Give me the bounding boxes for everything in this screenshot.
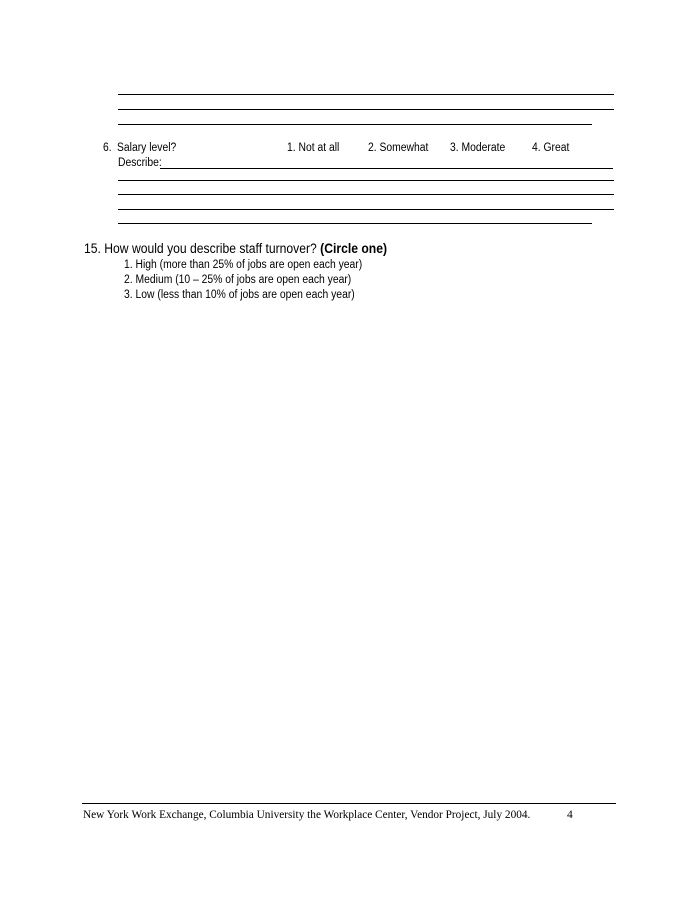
- describe-line: [160, 168, 613, 169]
- rating-option-moderate: 3. Moderate: [450, 142, 506, 154]
- answer-line: [118, 194, 614, 195]
- answer-line: [118, 124, 592, 125]
- answer-line: [118, 180, 614, 181]
- rating-option-somewhat: 2. Somewhat: [368, 142, 429, 154]
- footer-rule: [82, 803, 616, 804]
- page-number: 4: [567, 809, 573, 821]
- item-6-number: 6.: [103, 142, 112, 154]
- footer-text: New York Work Exchange, Columbia University the Workplace Center, Vendor Project, July 2004.: [83, 809, 531, 821]
- answer-line: [118, 94, 614, 95]
- question-15-text: 15. How would you describe staff turnover?: [84, 241, 317, 256]
- rating-option-great: 4. Great: [532, 142, 570, 154]
- describe-label: Describe:: [118, 157, 162, 169]
- choice-high: 1. High (more than 25% of jobs are open each year): [124, 259, 363, 271]
- answer-line: [118, 109, 614, 110]
- item-6-label: Salary level?: [117, 142, 177, 154]
- answer-line: [118, 209, 614, 210]
- answer-line: [118, 223, 592, 224]
- question-15-title: [84, 241, 387, 257]
- choice-medium: 2. Medium (10 – 25% of jobs are open each year): [124, 274, 352, 286]
- question-15-instruction: (Circle one): [320, 241, 388, 256]
- choice-low: 3. Low (less than 10% of jobs are open each year): [124, 289, 355, 301]
- rating-option-not-at-all: 1. Not at all: [287, 142, 340, 154]
